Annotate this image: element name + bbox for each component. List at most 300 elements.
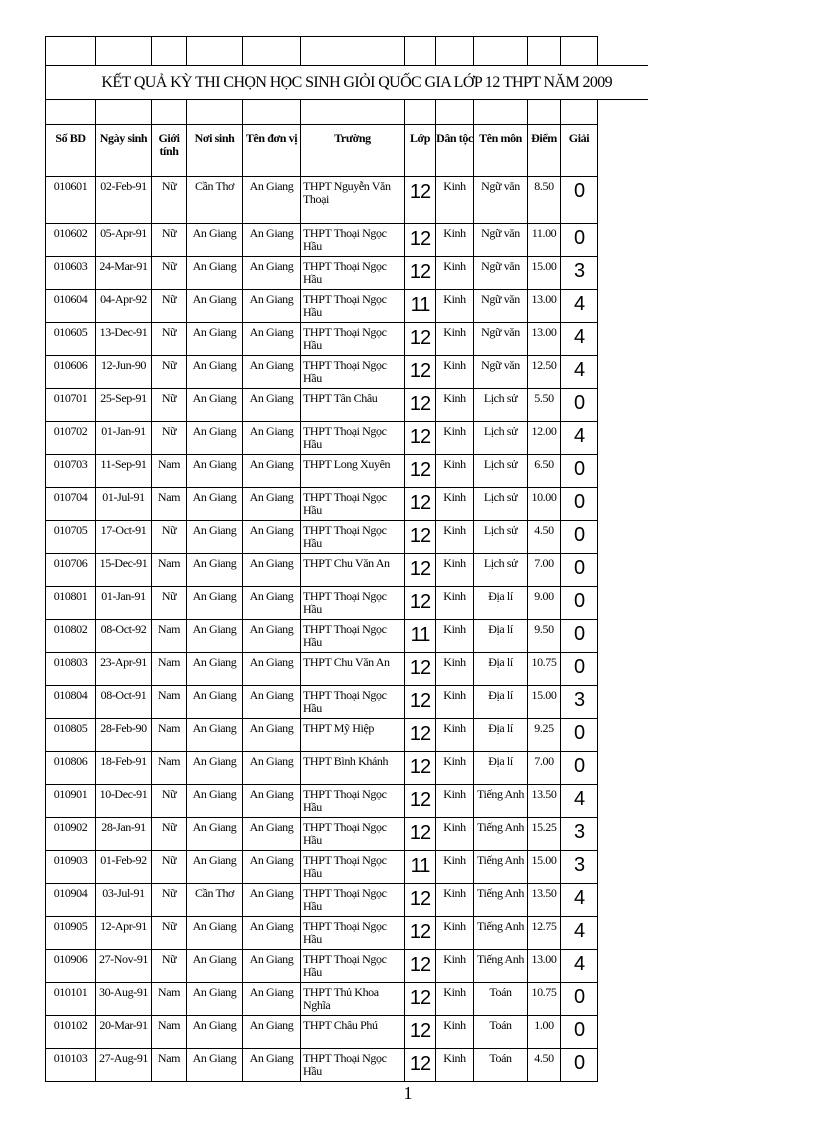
cell-gioi-tinh: Nữ: [152, 950, 187, 983]
cell-giai: 0: [561, 455, 598, 488]
cell-ten-don-vi: An Giang: [243, 389, 301, 422]
cell-ten-mon: Địa lí: [474, 752, 528, 785]
cell-truong: THPT Thoại Ngọc Hầu: [301, 224, 405, 257]
cell-lop: 12: [405, 719, 436, 752]
row-padding: [598, 1016, 648, 1049]
header-so-bd: Số BD: [46, 125, 96, 177]
cell-ngay-sinh: 05-Apr-91: [96, 224, 152, 257]
cell-truong: THPT Nguyễn Văn Thoại: [301, 177, 405, 224]
results-sheet: [45, 36, 648, 1082]
row-padding: [598, 587, 648, 620]
cell-dan-toc: Kinh: [436, 653, 474, 686]
table-row: [46, 323, 648, 356]
table-row: [46, 257, 648, 290]
table-row: [46, 917, 648, 950]
cell-truong: THPT Thoại Ngọc Hầu: [301, 851, 405, 884]
cell-ten-mon: Địa lí: [474, 620, 528, 653]
cell-gioi-tinh: Nam: [152, 686, 187, 719]
cell-ten-don-vi: An Giang: [243, 983, 301, 1016]
row-padding: [598, 620, 648, 653]
cell-dan-toc: Kinh: [436, 488, 474, 521]
cell-ten-don-vi: An Giang: [243, 653, 301, 686]
cell-so-bd: 010701: [46, 389, 96, 422]
cell-diem: 6.50: [528, 455, 561, 488]
cell-lop: 12: [405, 224, 436, 257]
cell-so-bd: 010702: [46, 422, 96, 455]
cell-diem: 10.75: [528, 983, 561, 1016]
cell-gioi-tinh: Nữ: [152, 785, 187, 818]
cell-diem: 12.75: [528, 917, 561, 950]
cell-lop: 12: [405, 488, 436, 521]
cell-lop: 12: [405, 818, 436, 851]
cell-noi-sinh: An Giang: [187, 983, 243, 1016]
cell-giai: 0: [561, 177, 598, 224]
cell-ten-don-vi: An Giang: [243, 587, 301, 620]
cell-ngay-sinh: 01-Jul-91: [96, 488, 152, 521]
cell-ngay-sinh: 15-Dec-91: [96, 554, 152, 587]
cell-truong: THPT Thoại Ngọc Hầu: [301, 686, 405, 719]
cell-ten-mon: Toán: [474, 1016, 528, 1049]
cell-diem: 7.00: [528, 752, 561, 785]
cell-so-bd: 010805: [46, 719, 96, 752]
table-row: [46, 785, 648, 818]
cell-ngay-sinh: 23-Apr-91: [96, 653, 152, 686]
cell-ten-mon: Tiếng Anh: [474, 851, 528, 884]
cell-so-bd: 010803: [46, 653, 96, 686]
cell-truong: THPT Thoại Ngọc Hầu: [301, 950, 405, 983]
cell-giai: 0: [561, 554, 598, 587]
cell-noi-sinh: An Giang: [187, 554, 243, 587]
cell-ngay-sinh: 12-Jun-90: [96, 356, 152, 389]
cell-dan-toc: Kinh: [436, 752, 474, 785]
cell-noi-sinh: An Giang: [187, 257, 243, 290]
row-padding: [598, 686, 648, 719]
cell-dan-toc: Kinh: [436, 554, 474, 587]
cell-ngay-sinh: 08-Oct-92: [96, 620, 152, 653]
cell-giai: 4: [561, 323, 598, 356]
cell-ngay-sinh: 27-Aug-91: [96, 1049, 152, 1082]
cell-truong: THPT Thoại Ngọc Hầu: [301, 884, 405, 917]
cell-ngay-sinh: 04-Apr-92: [96, 290, 152, 323]
page-number: 1: [403, 1083, 413, 1103]
cell-lop: 12: [405, 323, 436, 356]
cell-ten-mon: Ngữ văn: [474, 257, 528, 290]
cell-diem: 9.25: [528, 719, 561, 752]
cell-noi-sinh: An Giang: [187, 752, 243, 785]
cell-truong: THPT Thoại Ngọc Hầu: [301, 257, 405, 290]
cell-gioi-tinh: Nam: [152, 455, 187, 488]
cell-noi-sinh: An Giang: [187, 1049, 243, 1082]
cell-lop: 12: [405, 554, 436, 587]
cell-ten-mon: Ngữ văn: [474, 177, 528, 224]
cell-gioi-tinh: Nữ: [152, 422, 187, 455]
row-padding: [598, 1049, 648, 1082]
cell-dan-toc: Kinh: [436, 455, 474, 488]
cell-truong: THPT Thoại Ngọc Hầu: [301, 917, 405, 950]
cell-ten-mon: Lịch sử: [474, 389, 528, 422]
table-row: [46, 290, 648, 323]
row-padding: [598, 177, 648, 224]
cell-so-bd: 010802: [46, 620, 96, 653]
table-row: [46, 884, 648, 917]
cell-giai: 0: [561, 389, 598, 422]
results-rows: [46, 177, 648, 1082]
table-row: [46, 620, 648, 653]
cell-dan-toc: Kinh: [436, 686, 474, 719]
cell-ten-mon: Lịch sử: [474, 521, 528, 554]
cell-gioi-tinh: Nữ: [152, 884, 187, 917]
cell-ten-don-vi: An Giang: [243, 752, 301, 785]
cell-truong: THPT Tân Châu: [301, 389, 405, 422]
cell-ten-mon: Ngữ văn: [474, 356, 528, 389]
header-noi-sinh: Nơi sinh: [187, 125, 243, 177]
cell-so-bd: 010704: [46, 488, 96, 521]
header-ten-mon: Tên môn: [474, 125, 528, 177]
cell-diem: 4.50: [528, 521, 561, 554]
cell-dan-toc: Kinh: [436, 785, 474, 818]
cell-noi-sinh: An Giang: [187, 455, 243, 488]
cell-ten-mon: Tiếng Anh: [474, 818, 528, 851]
cell-lop: 12: [405, 686, 436, 719]
cell-so-bd: 010103: [46, 1049, 96, 1082]
cell-truong: THPT Thoại Ngọc Hầu: [301, 521, 405, 554]
cell-truong: THPT Bình Khánh: [301, 752, 405, 785]
table-row: [46, 686, 648, 719]
cell-ten-don-vi: An Giang: [243, 422, 301, 455]
row-padding: [598, 884, 648, 917]
cell-so-bd: 010101: [46, 983, 96, 1016]
table-row: [46, 554, 648, 587]
cell-diem: 15.25: [528, 818, 561, 851]
table-row: [46, 356, 648, 389]
table-row: [46, 177, 648, 224]
cell-truong: THPT Châu Phú: [301, 1016, 405, 1049]
cell-ngay-sinh: 13-Dec-91: [96, 323, 152, 356]
cell-ten-don-vi: An Giang: [243, 488, 301, 521]
table-row: [46, 818, 648, 851]
cell-ten-mon: Địa lí: [474, 587, 528, 620]
cell-lop: 12: [405, 1016, 436, 1049]
cell-truong: THPT Long Xuyên: [301, 455, 405, 488]
cell-so-bd: 010901: [46, 785, 96, 818]
cell-noi-sinh: An Giang: [187, 224, 243, 257]
cell-dan-toc: Kinh: [436, 1016, 474, 1049]
cell-ten-don-vi: An Giang: [243, 290, 301, 323]
cell-ten-mon: Toán: [474, 1049, 528, 1082]
cell-noi-sinh: An Giang: [187, 719, 243, 752]
cell-dan-toc: Kinh: [436, 224, 474, 257]
cell-lop: 12: [405, 587, 436, 620]
header-gioi-tinh: Giới tính: [152, 125, 187, 177]
cell-giai: 0: [561, 620, 598, 653]
cell-lop: 11: [405, 620, 436, 653]
cell-gioi-tinh: Nam: [152, 1016, 187, 1049]
cell-ngay-sinh: 11-Sep-91: [96, 455, 152, 488]
row-padding: [598, 323, 648, 356]
cell-ngay-sinh: 02-Feb-91: [96, 177, 152, 224]
cell-gioi-tinh: Nam: [152, 1049, 187, 1082]
cell-noi-sinh: An Giang: [187, 917, 243, 950]
cell-dan-toc: Kinh: [436, 521, 474, 554]
cell-ten-don-vi: An Giang: [243, 1016, 301, 1049]
cell-so-bd: 010606: [46, 356, 96, 389]
cell-lop: 12: [405, 983, 436, 1016]
header-giai: Giải: [561, 125, 598, 177]
cell-ten-don-vi: An Giang: [243, 554, 301, 587]
table-row: [46, 521, 648, 554]
cell-ngay-sinh: 01-Jan-91: [96, 587, 152, 620]
cell-giai: 0: [561, 521, 598, 554]
cell-gioi-tinh: Nam: [152, 983, 187, 1016]
cell-ten-mon: Ngữ văn: [474, 323, 528, 356]
cell-ten-mon: Tiếng Anh: [474, 917, 528, 950]
cell-so-bd: 010605: [46, 323, 96, 356]
cell-diem: 10.00: [528, 488, 561, 521]
cell-giai: 0: [561, 653, 598, 686]
cell-truong: THPT Chu Văn An: [301, 554, 405, 587]
cell-gioi-tinh: Nữ: [152, 323, 187, 356]
cell-gioi-tinh: Nam: [152, 620, 187, 653]
cell-lop: 12: [405, 389, 436, 422]
cell-dan-toc: Kinh: [436, 917, 474, 950]
row-padding: [598, 257, 648, 290]
cell-dan-toc: Kinh: [436, 177, 474, 224]
cell-ten-don-vi: An Giang: [243, 719, 301, 752]
cell-diem: 13.00: [528, 950, 561, 983]
cell-ten-mon: Toán: [474, 983, 528, 1016]
header-lop: Lớp: [405, 125, 436, 177]
cell-diem: 11.00: [528, 224, 561, 257]
cell-noi-sinh: An Giang: [187, 620, 243, 653]
table-row: [46, 224, 648, 257]
cell-noi-sinh: An Giang: [187, 389, 243, 422]
cell-ten-don-vi: An Giang: [243, 917, 301, 950]
cell-gioi-tinh: Nữ: [152, 177, 187, 224]
cell-diem: 13.00: [528, 290, 561, 323]
cell-noi-sinh: An Giang: [187, 587, 243, 620]
cell-lop: 12: [405, 356, 436, 389]
cell-dan-toc: Kinh: [436, 587, 474, 620]
cell-gioi-tinh: Nữ: [152, 917, 187, 950]
cell-ten-mon: Tiếng Anh: [474, 884, 528, 917]
cell-ngay-sinh: 17-Oct-91: [96, 521, 152, 554]
table-row: [46, 1049, 648, 1082]
row-padding: [598, 290, 648, 323]
cell-giai: 0: [561, 587, 598, 620]
header-ten-don-vi: Tên đơn vị: [243, 125, 301, 177]
cell-lop: 12: [405, 884, 436, 917]
row-padding: [598, 224, 648, 257]
cell-dan-toc: Kinh: [436, 884, 474, 917]
cell-dan-toc: Kinh: [436, 950, 474, 983]
cell-diem: 12.50: [528, 356, 561, 389]
cell-ngay-sinh: 12-Apr-91: [96, 917, 152, 950]
cell-gioi-tinh: Nữ: [152, 356, 187, 389]
cell-gioi-tinh: Nữ: [152, 587, 187, 620]
cell-ten-don-vi: An Giang: [243, 686, 301, 719]
cell-ten-mon: Tiếng Anh: [474, 950, 528, 983]
row-padding: [598, 818, 648, 851]
header-ngay-sinh: Ngày sinh: [96, 125, 152, 177]
cell-ten-mon: Lịch sử: [474, 455, 528, 488]
cell-diem: 10.75: [528, 653, 561, 686]
cell-giai: 4: [561, 422, 598, 455]
cell-dan-toc: Kinh: [436, 290, 474, 323]
cell-noi-sinh: An Giang: [187, 653, 243, 686]
cell-ngay-sinh: 28-Jan-91: [96, 818, 152, 851]
cell-noi-sinh: An Giang: [187, 356, 243, 389]
cell-lop: 12: [405, 422, 436, 455]
cell-giai: 4: [561, 950, 598, 983]
cell-ngay-sinh: 10-Dec-91: [96, 785, 152, 818]
cell-gioi-tinh: Nữ: [152, 521, 187, 554]
cell-noi-sinh: An Giang: [187, 488, 243, 521]
row-padding: [598, 653, 648, 686]
header-diem: Điểm: [528, 125, 561, 177]
cell-so-bd: 010705: [46, 521, 96, 554]
cell-so-bd: 010602: [46, 224, 96, 257]
row-padding: [598, 719, 648, 752]
results-table: [45, 36, 648, 1082]
cell-noi-sinh: An Giang: [187, 686, 243, 719]
cell-giai: 4: [561, 290, 598, 323]
table-row: [46, 983, 648, 1016]
cell-gioi-tinh: Nữ: [152, 851, 187, 884]
cell-lop: 12: [405, 917, 436, 950]
cell-lop: 12: [405, 455, 436, 488]
cell-ten-don-vi: An Giang: [243, 620, 301, 653]
cell-truong: THPT Thoại Ngọc Hầu: [301, 818, 405, 851]
header-truong: Trường: [301, 125, 405, 177]
cell-truong: THPT Chu Văn An: [301, 653, 405, 686]
cell-truong: THPT Thoại Ngọc Hầu: [301, 620, 405, 653]
table-row: [46, 719, 648, 752]
cell-ten-mon: Địa lí: [474, 719, 528, 752]
cell-truong: THPT Mỹ Hiệp: [301, 719, 405, 752]
cell-gioi-tinh: Nam: [152, 653, 187, 686]
cell-dan-toc: Kinh: [436, 620, 474, 653]
header-dan-toc: Dân tộc: [436, 125, 474, 177]
cell-ngay-sinh: 24-Mar-91: [96, 257, 152, 290]
row-padding: [598, 983, 648, 1016]
cell-lop: 12: [405, 653, 436, 686]
cell-diem: 8.50: [528, 177, 561, 224]
cell-so-bd: 010703: [46, 455, 96, 488]
cell-ten-don-vi: An Giang: [243, 851, 301, 884]
cell-dan-toc: Kinh: [436, 257, 474, 290]
row-padding: [598, 554, 648, 587]
table-row: [46, 389, 648, 422]
table-row: [46, 587, 648, 620]
cell-truong: THPT Thoại Ngọc Hầu: [301, 422, 405, 455]
cell-ngay-sinh: 20-Mar-91: [96, 1016, 152, 1049]
cell-so-bd: 010601: [46, 177, 96, 224]
cell-lop: 11: [405, 851, 436, 884]
cell-giai: 4: [561, 917, 598, 950]
cell-noi-sinh: An Giang: [187, 1016, 243, 1049]
row-padding: [598, 356, 648, 389]
cell-lop: 11: [405, 290, 436, 323]
cell-gioi-tinh: Nữ: [152, 389, 187, 422]
cell-ngay-sinh: 25-Sep-91: [96, 389, 152, 422]
cell-ten-don-vi: An Giang: [243, 224, 301, 257]
cell-ngay-sinh: 08-Oct-91: [96, 686, 152, 719]
cell-ngay-sinh: 03-Jul-91: [96, 884, 152, 917]
row-padding: [598, 455, 648, 488]
cell-dan-toc: Kinh: [436, 851, 474, 884]
cell-so-bd: 010806: [46, 752, 96, 785]
cell-noi-sinh: An Giang: [187, 521, 243, 554]
row-padding: [598, 752, 648, 785]
cell-giai: 0: [561, 983, 598, 1016]
table-row: [46, 455, 648, 488]
cell-so-bd: 010904: [46, 884, 96, 917]
cell-gioi-tinh: Nữ: [152, 290, 187, 323]
cell-lop: 12: [405, 1049, 436, 1082]
cell-giai: 3: [561, 818, 598, 851]
cell-ngay-sinh: 27-Nov-91: [96, 950, 152, 983]
header-row: [46, 125, 648, 177]
cell-ten-don-vi: An Giang: [243, 884, 301, 917]
row-padding: [598, 851, 648, 884]
cell-so-bd: 010102: [46, 1016, 96, 1049]
cell-ten-mon: Địa lí: [474, 653, 528, 686]
cell-truong: THPT Thoại Ngọc Hầu: [301, 785, 405, 818]
document-title: KẾT QUẢ KỲ THI CHỌN HỌC SINH GIỎI QUỐC GIA LỚP 12 THPT NĂM 2009: [46, 66, 648, 100]
cell-diem: 9.00: [528, 587, 561, 620]
cell-giai: 0: [561, 224, 598, 257]
cell-gioi-tinh: Nam: [152, 752, 187, 785]
cell-giai: 3: [561, 851, 598, 884]
cell-lop: 12: [405, 785, 436, 818]
cell-lop: 12: [405, 752, 436, 785]
row-padding: [598, 917, 648, 950]
cell-ten-don-vi: An Giang: [243, 785, 301, 818]
row-padding: [598, 785, 648, 818]
cell-ngay-sinh: 28-Feb-90: [96, 719, 152, 752]
cell-dan-toc: Kinh: [436, 983, 474, 1016]
cell-ten-mon: Ngữ văn: [474, 290, 528, 323]
cell-giai: 4: [561, 356, 598, 389]
cell-gioi-tinh: Nữ: [152, 257, 187, 290]
cell-lop: 12: [405, 177, 436, 224]
cell-ngay-sinh: 30-Aug-91: [96, 983, 152, 1016]
cell-diem: 1.00: [528, 1016, 561, 1049]
cell-ngay-sinh: 18-Feb-91: [96, 752, 152, 785]
cell-diem: 13.50: [528, 884, 561, 917]
table-row: [46, 422, 648, 455]
cell-so-bd: 010804: [46, 686, 96, 719]
cell-truong: THPT Thoại Ngọc Hầu: [301, 488, 405, 521]
row-padding: [598, 389, 648, 422]
cell-dan-toc: Kinh: [436, 1049, 474, 1082]
cell-noi-sinh: Cần Thơ: [187, 884, 243, 917]
cell-gioi-tinh: Nữ: [152, 224, 187, 257]
row-padding: [598, 488, 648, 521]
cell-dan-toc: Kinh: [436, 818, 474, 851]
cell-giai: 4: [561, 785, 598, 818]
cell-giai: 3: [561, 257, 598, 290]
cell-lop: 12: [405, 950, 436, 983]
cell-ten-mon: Lịch sử: [474, 488, 528, 521]
sheet-top: [46, 37, 648, 177]
cell-ten-don-vi: An Giang: [243, 950, 301, 983]
cell-lop: 12: [405, 257, 436, 290]
cell-ten-mon: Tiếng Anh: [474, 785, 528, 818]
cell-gioi-tinh: Nữ: [152, 818, 187, 851]
cell-truong: THPT Thoại Ngọc Hầu: [301, 290, 405, 323]
cell-ten-don-vi: An Giang: [243, 257, 301, 290]
